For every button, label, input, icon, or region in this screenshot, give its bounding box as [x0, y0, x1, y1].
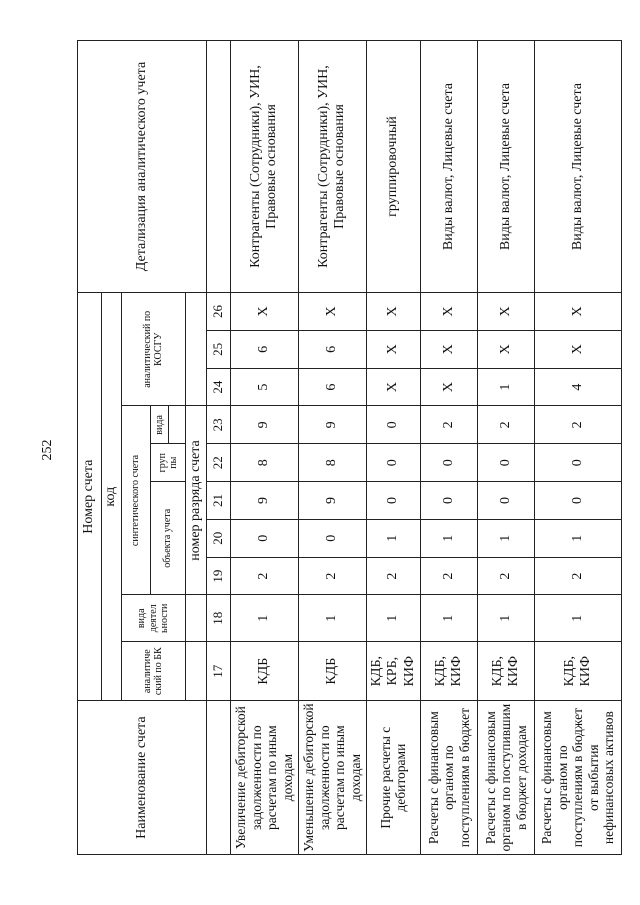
code-cell: 9 — [298, 482, 366, 520]
code-cell: 1 — [366, 519, 420, 557]
code-cell: 0 — [535, 444, 622, 482]
account-name-cell: Уменьшение дебиторской задолженности по расчетам по иным доходам — [298, 701, 366, 855]
code-cell: 0 — [366, 444, 420, 482]
account-name-cell: Увеличение дебиторской задолженности по расчетам по иным доходам — [230, 701, 298, 855]
code-cell: 2 — [298, 557, 366, 595]
code-cell: 4 — [535, 368, 622, 406]
detail-cell: группировочный — [366, 41, 420, 293]
table-row — [421, 41, 477, 855]
accounting-object-header: объекта учета — [151, 482, 185, 595]
activity-type-header: вида деятел ьности — [122, 595, 186, 642]
header-row-1 — [78, 41, 102, 855]
analytic-kosgu-header: аналитический по КОСГУ — [122, 293, 186, 406]
code-cell: 1 — [366, 595, 420, 642]
code-cell: 0 — [535, 482, 622, 520]
column-number: 18 — [206, 595, 230, 642]
digit-spacer-1 — [185, 642, 206, 701]
bk-cell: КДБ — [230, 642, 298, 701]
table-row — [366, 41, 420, 855]
bk-cell: КДБ, КРБ, КИФ — [366, 642, 420, 701]
account-number-header: Номер счета — [78, 293, 102, 701]
column-number-blank-left — [206, 701, 230, 855]
code-cell: 8 — [298, 444, 366, 482]
account-name-cell: Прочие расчеты с дебиторами — [366, 701, 420, 855]
code-cell: 6 — [230, 330, 298, 368]
code-cell: 1 — [535, 519, 622, 557]
code-cell: Х — [421, 330, 477, 368]
code-cell: 0 — [366, 482, 420, 520]
code-cell: Х — [477, 330, 535, 368]
code-cell: 1 — [535, 595, 622, 642]
table-row — [535, 41, 622, 855]
bk-cell: КДБ, КИФ — [477, 642, 535, 701]
code-cell: 0 — [366, 406, 420, 444]
code-cell: 1 — [230, 595, 298, 642]
code-cell: 0 — [477, 444, 535, 482]
account-name-header: Наименование счета — [78, 701, 207, 855]
account-name-cell: Расчеты с финансовым органом по поступившим в бюджет доходам — [477, 701, 535, 855]
code-cell: 0 — [298, 519, 366, 557]
column-number: 17 — [206, 642, 230, 701]
code-cell: 8 — [230, 444, 298, 482]
rotated-page — [77, 40, 622, 855]
code-cell: 9 — [298, 406, 366, 444]
digit-spacer-3 — [185, 293, 206, 406]
code-cell: Х — [366, 368, 420, 406]
account-name-cell: Расчеты с финансовым органом по поступлениям в бюджет от выбытия нефинансовых активов — [535, 701, 622, 855]
column-number: 21 — [206, 482, 230, 520]
column-numbers-row — [206, 41, 230, 855]
table-row — [230, 41, 298, 855]
code-cell: 0 — [421, 444, 477, 482]
bk-cell: КДБ, КИФ — [535, 642, 622, 701]
detail-cell: Контрагенты (Сотрудники), УИН, Правовые основания — [230, 41, 298, 293]
detail-cell: Виды валют, Лицевые счета — [421, 41, 477, 293]
code-cell: 1 — [421, 519, 477, 557]
code-cell: 2 — [477, 557, 535, 595]
column-number: 25 — [206, 330, 230, 368]
kind-header: вида — [151, 406, 169, 444]
code-cell: Х — [535, 293, 622, 331]
code-cell: 6 — [298, 330, 366, 368]
code-cell: 2 — [535, 406, 622, 444]
column-number: 26 — [206, 293, 230, 331]
column-number: 24 — [206, 368, 230, 406]
code-cell: Х — [366, 330, 420, 368]
code-cell: 1 — [421, 595, 477, 642]
code-cell: Х — [421, 293, 477, 331]
table-row — [477, 41, 535, 855]
code-cell: 6 — [298, 368, 366, 406]
code-cell: Х — [230, 293, 298, 331]
column-number: 19 — [206, 557, 230, 595]
code-cell: 1 — [477, 595, 535, 642]
code-cell: 1 — [477, 519, 535, 557]
account-name-cell: Расчеты с финансовым органом по поступлениям в бюджет — [421, 701, 477, 855]
code-cell: 2 — [477, 406, 535, 444]
table-row — [298, 41, 366, 855]
code-cell: 2 — [421, 557, 477, 595]
code-cell: 5 — [230, 368, 298, 406]
code-cell: Х — [298, 293, 366, 331]
analytic-bk-header: аналитиче ский по БК — [122, 642, 186, 701]
detail-cell: Виды валют, Лицевые счета — [535, 41, 622, 293]
code-cell: 0 — [230, 519, 298, 557]
kind-spacer — [169, 406, 186, 444]
code-cell: 1 — [477, 368, 535, 406]
column-number-blank-right — [206, 41, 230, 293]
code-cell: 0 — [421, 482, 477, 520]
code-cell: Х — [477, 293, 535, 331]
bk-cell: КДБ — [298, 642, 366, 701]
code-cell: 2 — [535, 557, 622, 595]
code-header: код — [102, 293, 122, 701]
code-cell: 2 — [421, 406, 477, 444]
page-number: 252 — [40, 439, 55, 461]
code-cell: Х — [421, 368, 477, 406]
accounts-table — [77, 40, 622, 855]
bk-cell: КДБ, КИФ — [421, 642, 477, 701]
code-cell: 1 — [298, 595, 366, 642]
code-cell: 9 — [230, 482, 298, 520]
column-number: 23 — [206, 406, 230, 444]
detail-header: Детализация аналитического учета — [78, 41, 207, 293]
detail-cell: Контрагенты (Сотрудники), УИН, Правовые основания — [298, 41, 366, 293]
code-cell: Х — [366, 293, 420, 331]
code-cell: 0 — [477, 482, 535, 520]
detail-cell: Виды валют, Лицевые счета — [477, 41, 535, 293]
code-cell: 9 — [230, 406, 298, 444]
digit-spacer-2 — [185, 595, 206, 642]
column-number: 22 — [206, 444, 230, 482]
column-number: 20 — [206, 519, 230, 557]
code-cell: 2 — [230, 557, 298, 595]
code-cell: 2 — [366, 557, 420, 595]
code-cell: Х — [535, 330, 622, 368]
group-header: груп пы — [151, 444, 185, 482]
synthetic-header: синтетического счета — [122, 406, 151, 595]
digit-number-header: номер разряда счета — [185, 406, 206, 595]
